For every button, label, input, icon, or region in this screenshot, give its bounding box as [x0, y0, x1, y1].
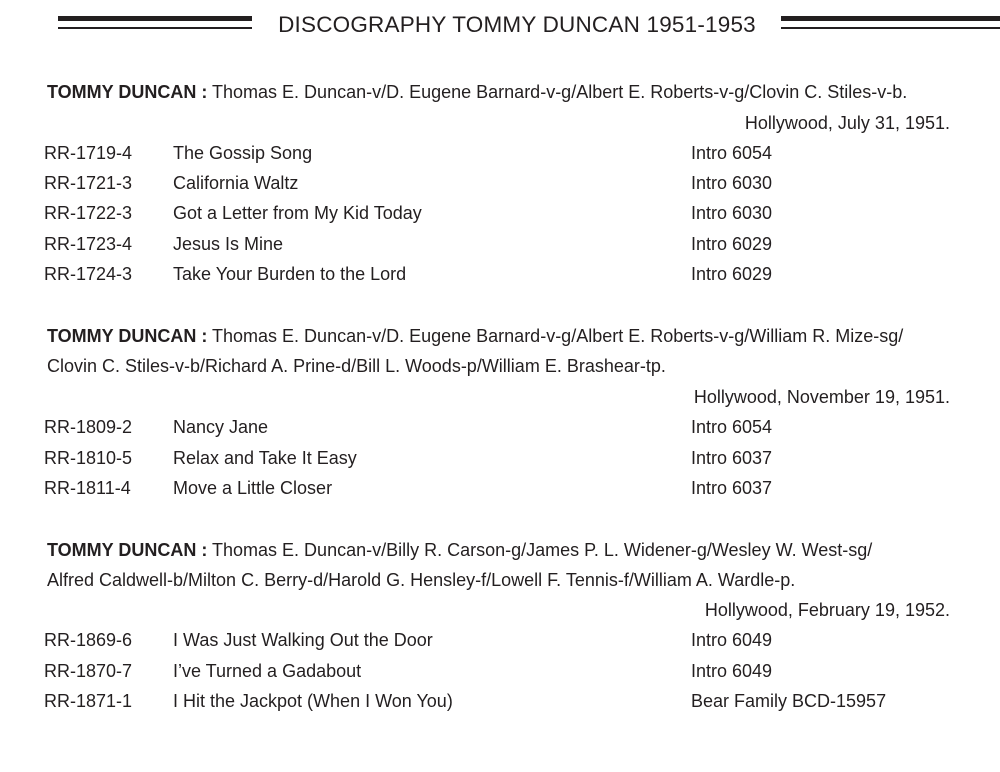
page-header [0, 10, 1000, 42]
session-artist: TOMMY DUNCAN : [47, 82, 208, 102]
session-personnel-line [47, 323, 903, 349]
table-row [0, 200, 1000, 230]
matrix-number: RR-1724-3 [44, 264, 133, 284]
header-rule-right [781, 16, 1000, 32]
record-label: Intro 6037 [691, 478, 773, 498]
rule-thick-line [781, 16, 1000, 21]
record-label: Bear Family BCD-15957 [691, 691, 887, 711]
matrix-number: RR-1871-1 [44, 691, 133, 711]
matrix-number: RR-1719-4 [44, 143, 133, 163]
song-title: I Hit the Jackpot (When I Won You) [173, 691, 453, 711]
table-row [0, 170, 1000, 200]
table-row [0, 658, 1000, 688]
personnel-text: Alfred Caldwell-b/Milton C. Berry-d/Harold G. Hensley-f/Lowell F. Tennis-f/William A. Wardle-p. [47, 570, 796, 590]
matrix-number: RR-1723-4 [44, 234, 133, 254]
matrix-number: RR-1869-6 [44, 630, 133, 650]
table-row [0, 261, 1000, 291]
rule-thick-line [58, 16, 252, 21]
matrix-number: RR-1722-3 [44, 203, 133, 223]
rule-thin-line [58, 27, 252, 29]
session-personnel-line [47, 353, 666, 379]
header-rule-left [58, 16, 252, 32]
record-label: Intro 6054 [691, 143, 773, 163]
session-place-date: Hollywood, November 19, 1951. [693, 387, 950, 407]
session-place-date: Hollywood, February 19, 1952. [704, 600, 950, 620]
song-title: California Waltz [173, 173, 299, 193]
record-label: Intro 6037 [691, 448, 773, 468]
matrix-number: RR-1721-3 [44, 173, 133, 193]
personnel-text: Thomas E. Duncan-v/D. Eugene Barnard-v-g/Albert E. Roberts-v-g/Clovin C. Stiles-v-b. [212, 82, 908, 102]
session-artist: TOMMY DUNCAN : [47, 540, 208, 560]
matrix-number: RR-1809-2 [44, 417, 133, 437]
table-row [0, 231, 1000, 261]
table-row [0, 445, 1000, 475]
song-title: The Gossip Song [173, 143, 313, 163]
session-personnel-line [47, 537, 872, 563]
song-title: Move a Little Closer [173, 478, 333, 498]
record-label: Intro 6030 [691, 203, 773, 223]
song-title: Nancy Jane [173, 417, 269, 437]
table-row [0, 414, 1000, 444]
table-row [0, 627, 1000, 657]
personnel-text: Thomas E. Duncan-v/Billy R. Carson-g/James P. L. Widener-g/Wesley W. West-sg/ [212, 540, 873, 560]
record-label: Intro 6029 [691, 234, 773, 254]
record-label: Intro 6049 [691, 661, 773, 681]
session-personnel-line [47, 79, 907, 105]
matrix-number: RR-1810-5 [44, 448, 133, 468]
table-row [0, 140, 1000, 170]
matrix-number: RR-1870-7 [44, 661, 133, 681]
page-title: DISCOGRAPHY TOMMY DUNCAN 1951-1953 [278, 12, 756, 37]
record-label: Intro 6030 [691, 173, 773, 193]
matrix-number: RR-1811-4 [44, 478, 131, 498]
session-personnel-line [47, 567, 795, 593]
record-label: Intro 6054 [691, 417, 773, 437]
song-title: Jesus Is Mine [173, 234, 284, 254]
song-title: Take Your Burden to the Lord [173, 264, 407, 284]
song-title: Got a Letter from My Kid Today [173, 203, 422, 223]
table-row [0, 688, 1000, 718]
record-label: Intro 6049 [691, 630, 773, 650]
song-title: I Was Just Walking Out the Door [173, 630, 433, 650]
record-label: Intro 6029 [691, 264, 773, 284]
song-title: I’ve Turned a Gadabout [173, 661, 362, 681]
song-title: Relax and Take It Easy [173, 448, 357, 468]
personnel-text: Thomas E. Duncan-v/D. Eugene Barnard-v-g/Albert E. Roberts-v-g/William R. Mize-sg/ [212, 326, 904, 346]
table-row [0, 475, 1000, 505]
session-place-date: Hollywood, July 31, 1951. [744, 113, 950, 133]
personnel-text: Clovin C. Stiles-v-b/Richard A. Prine-d/Bill L. Woods-p/William E. Brashear-tp. [47, 356, 666, 376]
rule-thin-line [781, 27, 1000, 29]
session-artist: TOMMY DUNCAN : [47, 326, 208, 346]
